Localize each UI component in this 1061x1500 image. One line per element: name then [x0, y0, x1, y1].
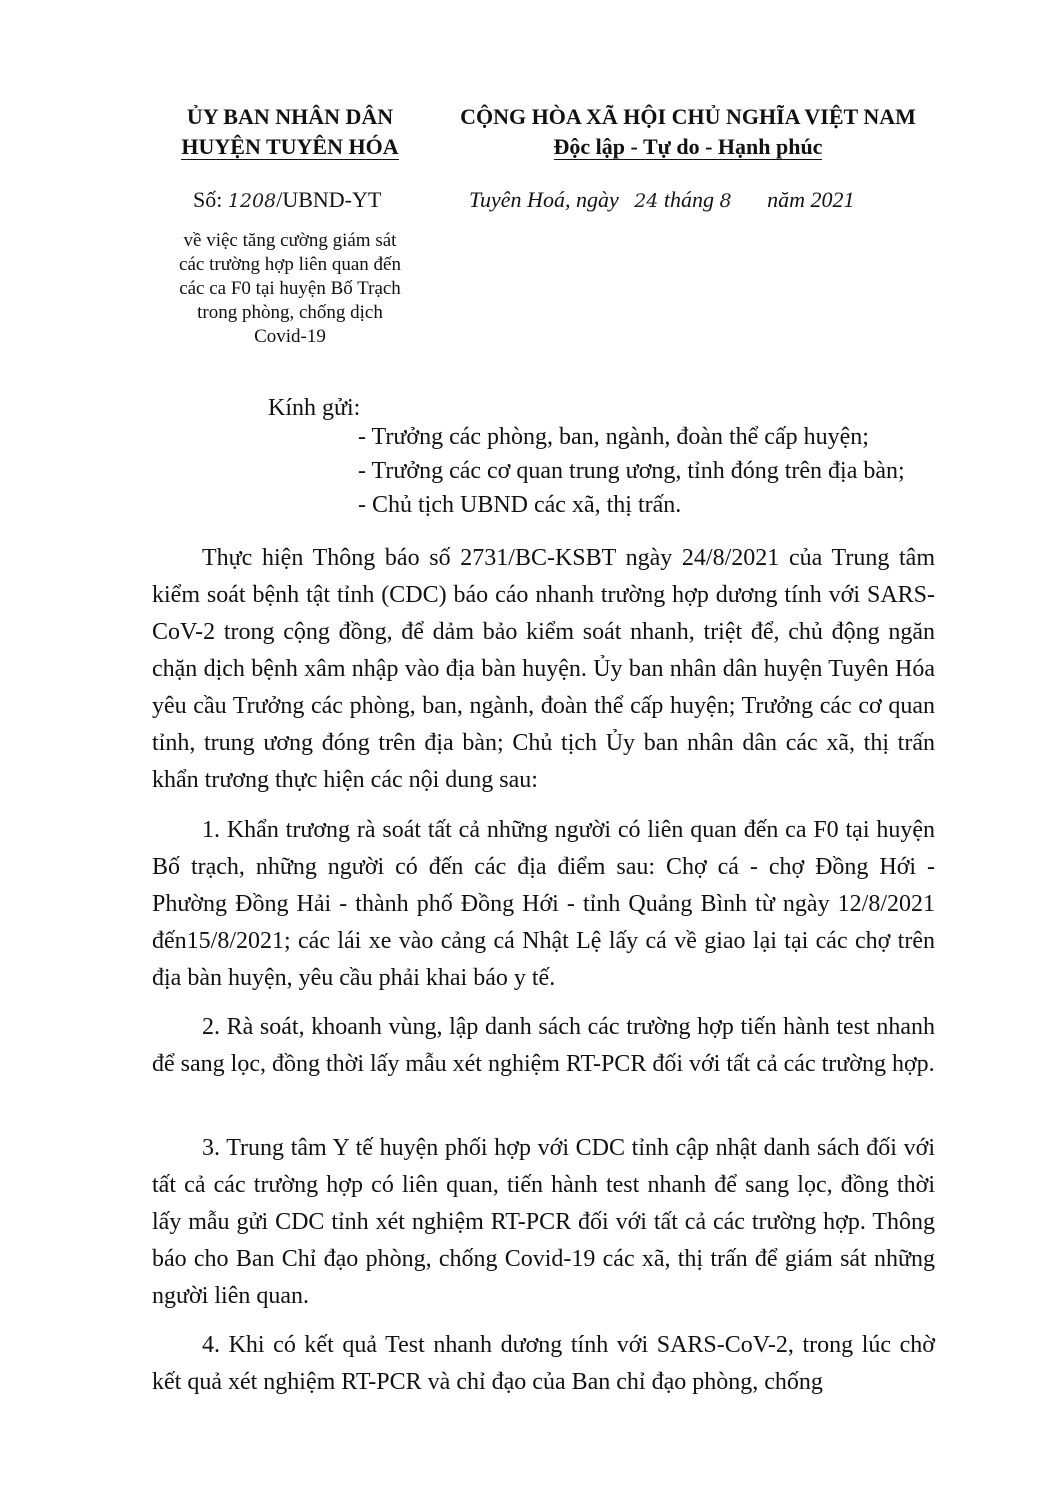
document-date — [469, 185, 899, 216]
national-motto — [438, 132, 938, 162]
national-title: CỘNG HÒA XÃ HỘI CHỦ NGHĨA VIỆT NAM — [460, 104, 916, 129]
number-prefix: Số: — [193, 187, 223, 212]
number-suffix: /UBND-YT — [276, 187, 382, 212]
issuer-block — [150, 102, 430, 162]
motto-text: Độc lập - Tự do - Hạnh phúc — [553, 134, 823, 159]
date-month: 8 — [719, 190, 732, 212]
body-paragraph-intro: Thực hiện Thông báo số 2731/BC-KSBT ngày 24/8/2021 của Trung tâm kiểm soát bệnh tật tỉnh (CDC) báo cáo nhanh trường hợp dương tính với SARS-CoV-2 trong cộng đồng, để dảm bảo kiểm soát nhanh, triệt để, chủ động ngăn chặn dịch bệnh xâm nhập vào địa bàn huyện. Ủy ban nhân dân huyện Tuyên Hóa yêu cầu Trưởng các phòng, ban, ngành, đoàn thể cấp huyện; Trưởng các cơ quan tỉnh, trung ương đóng trên địa bàn; Chủ tịch Ủy ban nhân dân các xã, thị trấn khẩn trương thực hiện các nội dung sau: — [152, 545, 935, 793]
body-paragraph-item-3: 3. Trung tâm Y tế huyện phối hợp với CDC tỉnh cập nhật danh sách đối với tất cả các trường hợp có liên quan, tiến hành test nhanh để sang lọc, đồng thời lấy mẫu gửi CDC tỉnh xét nghiệm RT-PCR đối với tất cả các trường hợp. Thông báo cho Ban Chỉ đạo phòng, chống Covid-19 các xã, thị trấn để giám sát những người liên quan. — [152, 1135, 935, 1309]
issuer-line-2 — [150, 132, 430, 162]
body-paragraph-item-1: 1. Khẩn trương rà soát tất cả những người có liên quan đến ca F0 tại huyện Bố trạch, những người có đến các địa điểm sau: Chợ cá - chợ Đồng Hới - Phường Đồng Hải - thành phố Đồng Hới - tỉnh Quảng Bình từ ngày 12/8/2021 đến15/8/2021; các lái xe vào cảng cá Nhật Lệ lấy cá về giao lại tại các chợ trên địa bàn huyện, yêu cầu phải khai báo y tế. — [152, 817, 935, 991]
recipient-item: - Trưởng các cơ quan trung ương, tỉnh đóng trên địa bàn; — [358, 458, 905, 484]
subject-line: trong phòng, chống dịch — [197, 302, 383, 323]
subject-line: về việc tăng cường giám sát — [183, 230, 397, 251]
issuer-line-1: ỦY BAN NHÂN DÂN — [186, 104, 394, 129]
subject-block — [150, 229, 430, 349]
subject-line: Covid-19 — [254, 326, 326, 347]
issuer-name: HUYỆN TUYÊN HÓA — [181, 134, 399, 159]
body-paragraph-item-4: 4. Khi có kết quả Test nhanh dương tính với SARS-CoV-2, trong lúc chờ kết quả xét nghiệm RT-PCR và chỉ đạo của Ban chỉ đạo phòng, chống — [152, 1332, 935, 1395]
document-number — [193, 185, 381, 216]
recipient-item: - Chủ tịch UBND các xã, thị trấn. — [358, 492, 682, 518]
recipients-label: Kính gửi: — [268, 395, 361, 421]
date-day: 24 — [634, 190, 659, 212]
recipients-list — [358, 420, 958, 522]
date-year: năm 2021 — [767, 187, 855, 212]
subject-line: các ca F0 tại huyện Bố Trạch — [179, 278, 401, 299]
national-motto-block — [438, 102, 938, 162]
body-paragraph-item-2: 2. Rà soát, khoanh vùng, lập danh sách các trường hợp tiến hành test nhanh để sang lọc, đồng thời lấy mẫu xét nghiệm RT-PCR đối với tất cả các trường hợp. — [152, 1014, 935, 1077]
subject-line: các trường hợp liên quan đến — [179, 254, 401, 275]
number-handwritten: 1208 — [227, 190, 277, 212]
date-month-label: tháng — [663, 187, 715, 212]
recipient-item: - Trưởng các phòng, ban, ngành, đoàn thể cấp huyện; — [358, 424, 869, 450]
date-place: Tuyên Hoá, ngày — [469, 187, 619, 212]
